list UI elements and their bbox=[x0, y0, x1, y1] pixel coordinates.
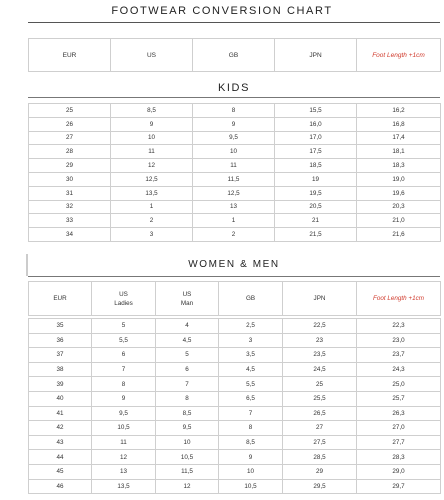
jpn-cell: 21,5 bbox=[275, 228, 357, 242]
gb-cell: 10 bbox=[219, 464, 283, 479]
us-man-cell: 8,5 bbox=[156, 406, 219, 421]
table-row bbox=[29, 450, 441, 465]
jpn-cell: 27 bbox=[283, 421, 357, 436]
us-cell: 2 bbox=[111, 214, 193, 228]
adults-header-row bbox=[29, 282, 441, 316]
jpn-cell: 19 bbox=[275, 172, 357, 186]
us-ladies-cell: 13,5 bbox=[92, 479, 156, 494]
gb-cell: 11 bbox=[193, 159, 275, 173]
table-row bbox=[29, 172, 441, 186]
foot-length-cell: 27,0 bbox=[357, 421, 441, 436]
adults-section-heading: WOMEN & MEN bbox=[28, 256, 440, 274]
adults-size-table bbox=[28, 318, 441, 494]
foot-length-cell: 29,0 bbox=[357, 464, 441, 479]
us-man-cell: 11,5 bbox=[156, 464, 219, 479]
table-row bbox=[29, 145, 441, 159]
foot-length-cell: 24,3 bbox=[357, 362, 441, 377]
jpn-cell: 23,5 bbox=[283, 348, 357, 363]
gb-cell: 9,5 bbox=[193, 131, 275, 145]
jpn-cell: 25,5 bbox=[283, 391, 357, 406]
jpn-cell: 19,5 bbox=[275, 186, 357, 200]
foot-length-cell: 19,0 bbox=[357, 172, 441, 186]
gb-cell: 8 bbox=[193, 104, 275, 118]
us-ladies-cell: 8 bbox=[92, 377, 156, 392]
us-cell: 10 bbox=[111, 131, 193, 145]
eur-cell: 32 bbox=[29, 200, 111, 214]
gb-cell: 7 bbox=[219, 406, 283, 421]
us-man-cell: 8 bbox=[156, 391, 219, 406]
adults-header-us-ladies-line2: Ladies bbox=[114, 299, 133, 307]
adults-header-jpn: JPN bbox=[283, 282, 357, 316]
table-row bbox=[29, 479, 441, 494]
page-title: FOOTWEAR CONVERSION CHART bbox=[111, 5, 333, 17]
us-man-cell: 9,5 bbox=[156, 421, 219, 436]
eur-cell: 28 bbox=[29, 145, 111, 159]
gb-cell: 1 bbox=[193, 214, 275, 228]
eur-cell: 41 bbox=[29, 406, 92, 421]
us-man-cell: 5 bbox=[156, 348, 219, 363]
table-row bbox=[29, 391, 441, 406]
us-ladies-cell: 12 bbox=[92, 450, 156, 465]
title-divider bbox=[28, 22, 440, 23]
kids-table-body bbox=[29, 104, 441, 242]
foot-length-cell: 16,8 bbox=[357, 117, 441, 131]
header-gb: GB bbox=[193, 39, 275, 72]
table-row bbox=[29, 464, 441, 479]
jpn-cell: 17,5 bbox=[275, 145, 357, 159]
us-cell: 3 bbox=[111, 228, 193, 242]
foot-length-cell: 21,0 bbox=[357, 214, 441, 228]
adults-header-foot-length: Foot Length +1cm bbox=[357, 282, 441, 316]
foot-length-cell: 18,3 bbox=[357, 159, 441, 173]
us-man-cell: 4 bbox=[156, 319, 219, 334]
gb-cell: 4,5 bbox=[219, 362, 283, 377]
jpn-cell: 20,5 bbox=[275, 200, 357, 214]
jpn-cell: 24,5 bbox=[283, 362, 357, 377]
us-ladies-cell: 7 bbox=[92, 362, 156, 377]
kids-section-heading: KIDS bbox=[28, 79, 440, 97]
jpn-cell: 28,5 bbox=[283, 450, 357, 465]
header-foot-length: Foot Length +1cm bbox=[357, 39, 441, 72]
foot-length-cell: 28,3 bbox=[357, 450, 441, 465]
jpn-cell: 17,0 bbox=[275, 131, 357, 145]
adults-header-table bbox=[28, 281, 441, 316]
gb-cell: 11,5 bbox=[193, 172, 275, 186]
table-row bbox=[29, 377, 441, 392]
eur-cell: 46 bbox=[29, 479, 92, 494]
kids-divider bbox=[28, 97, 440, 98]
us-cell: 13,5 bbox=[111, 186, 193, 200]
foot-length-cell: 20,3 bbox=[357, 200, 441, 214]
eur-cell: 38 bbox=[29, 362, 92, 377]
eur-cell: 37 bbox=[29, 348, 92, 363]
jpn-cell: 15,5 bbox=[275, 104, 357, 118]
table-row bbox=[29, 186, 441, 200]
table-row bbox=[29, 435, 441, 450]
table-row bbox=[29, 131, 441, 145]
foot-length-cell: 21,6 bbox=[357, 228, 441, 242]
jpn-cell: 29 bbox=[283, 464, 357, 479]
us-man-cell: 4,5 bbox=[156, 333, 219, 348]
us-man-cell: 7 bbox=[156, 377, 219, 392]
us-ladies-cell: 9 bbox=[92, 391, 156, 406]
adults-header-us-man-line2: Man bbox=[180, 299, 194, 307]
eur-cell: 35 bbox=[29, 319, 92, 334]
jpn-cell: 27,5 bbox=[283, 435, 357, 450]
eur-cell: 39 bbox=[29, 377, 92, 392]
jpn-cell: 21 bbox=[275, 214, 357, 228]
table-row bbox=[29, 319, 441, 334]
table-row bbox=[29, 200, 441, 214]
jpn-cell: 29,5 bbox=[283, 479, 357, 494]
us-man-cell: 10 bbox=[156, 435, 219, 450]
table-row bbox=[29, 228, 441, 242]
us-man-cell: 6 bbox=[156, 362, 219, 377]
adults-table-body bbox=[29, 319, 441, 494]
jpn-cell: 26,5 bbox=[283, 406, 357, 421]
foot-length-cell: 16,2 bbox=[357, 104, 441, 118]
eur-cell: 27 bbox=[29, 131, 111, 145]
foot-length-cell: 25,7 bbox=[357, 391, 441, 406]
jpn-cell: 18,5 bbox=[275, 159, 357, 173]
gb-cell: 10 bbox=[193, 145, 275, 159]
gb-cell: 2,5 bbox=[219, 319, 283, 334]
eur-cell: 36 bbox=[29, 333, 92, 348]
gb-cell: 9 bbox=[219, 450, 283, 465]
us-ladies-cell: 9,5 bbox=[92, 406, 156, 421]
jpn-cell: 22,5 bbox=[283, 319, 357, 334]
gb-cell: 6,5 bbox=[219, 391, 283, 406]
gb-cell: 8 bbox=[219, 421, 283, 436]
us-cell: 12,5 bbox=[111, 172, 193, 186]
foot-length-cell: 27,7 bbox=[357, 435, 441, 450]
us-ladies-cell: 13 bbox=[92, 464, 156, 479]
adults-header-eur: EUR bbox=[29, 282, 92, 316]
eur-cell: 29 bbox=[29, 159, 111, 173]
foot-length-cell: 17,4 bbox=[357, 131, 441, 145]
jpn-cell: 16,0 bbox=[275, 117, 357, 131]
kids-size-table bbox=[28, 103, 441, 242]
us-man-cell: 10,5 bbox=[156, 450, 219, 465]
gb-cell: 12,5 bbox=[193, 186, 275, 200]
size-header-table bbox=[28, 38, 441, 72]
table-row bbox=[29, 406, 441, 421]
gb-cell: 2 bbox=[193, 228, 275, 242]
table-row bbox=[29, 159, 441, 173]
table-row bbox=[29, 104, 441, 118]
header-eur: EUR bbox=[29, 39, 111, 72]
eur-cell: 33 bbox=[29, 214, 111, 228]
foot-length-cell: 22,3 bbox=[357, 319, 441, 334]
adults-header-us-ladies-line1: US bbox=[119, 290, 128, 298]
us-cell: 1 bbox=[111, 200, 193, 214]
us-ladies-cell: 10,5 bbox=[92, 421, 156, 436]
eur-cell: 34 bbox=[29, 228, 111, 242]
gb-cell: 13 bbox=[193, 200, 275, 214]
eur-cell: 42 bbox=[29, 421, 92, 436]
adults-header-us-man-line1: US bbox=[182, 290, 192, 298]
eur-cell: 43 bbox=[29, 435, 92, 450]
header-row bbox=[29, 39, 441, 72]
foot-length-cell: 18,1 bbox=[357, 145, 441, 159]
table-row bbox=[29, 421, 441, 436]
header-jpn: JPN bbox=[275, 39, 357, 72]
eur-cell: 44 bbox=[29, 450, 92, 465]
foot-length-cell: 25,0 bbox=[357, 377, 441, 392]
jpn-cell: 25 bbox=[283, 377, 357, 392]
eur-cell: 26 bbox=[29, 117, 111, 131]
us-cell: 12 bbox=[111, 159, 193, 173]
adults-header-us-man bbox=[156, 282, 219, 316]
gb-cell: 10,5 bbox=[219, 479, 283, 494]
us-ladies-cell: 5 bbox=[92, 319, 156, 334]
gb-cell: 5,5 bbox=[219, 377, 283, 392]
foot-length-cell: 23,0 bbox=[357, 333, 441, 348]
adults-header-us-ladies bbox=[92, 282, 156, 316]
eur-cell: 25 bbox=[29, 104, 111, 118]
us-ladies-cell: 11 bbox=[92, 435, 156, 450]
us-cell: 9 bbox=[111, 117, 193, 131]
gb-cell: 8,5 bbox=[219, 435, 283, 450]
foot-length-cell: 26,3 bbox=[357, 406, 441, 421]
us-man-cell: 12 bbox=[156, 479, 219, 494]
adults-header-gb: GB bbox=[219, 282, 283, 316]
table-row bbox=[29, 348, 441, 363]
gb-cell: 3,5 bbox=[219, 348, 283, 363]
table-row bbox=[29, 362, 441, 377]
table-row bbox=[29, 333, 441, 348]
foot-length-cell: 23,7 bbox=[357, 348, 441, 363]
us-cell: 8,5 bbox=[111, 104, 193, 118]
gb-cell: 9 bbox=[193, 117, 275, 131]
jpn-cell: 23 bbox=[283, 333, 357, 348]
table-row bbox=[29, 214, 441, 228]
gb-cell: 3 bbox=[219, 333, 283, 348]
header-us: US bbox=[111, 39, 193, 72]
us-ladies-cell: 5,5 bbox=[92, 333, 156, 348]
foot-length-cell: 19,6 bbox=[357, 186, 441, 200]
eur-cell: 45 bbox=[29, 464, 92, 479]
eur-cell: 30 bbox=[29, 172, 111, 186]
eur-cell: 40 bbox=[29, 391, 92, 406]
foot-length-cell: 29,7 bbox=[357, 479, 441, 494]
adults-divider bbox=[28, 276, 440, 277]
eur-cell: 31 bbox=[29, 186, 111, 200]
table-row bbox=[29, 117, 441, 131]
us-cell: 11 bbox=[111, 145, 193, 159]
us-ladies-cell: 6 bbox=[92, 348, 156, 363]
